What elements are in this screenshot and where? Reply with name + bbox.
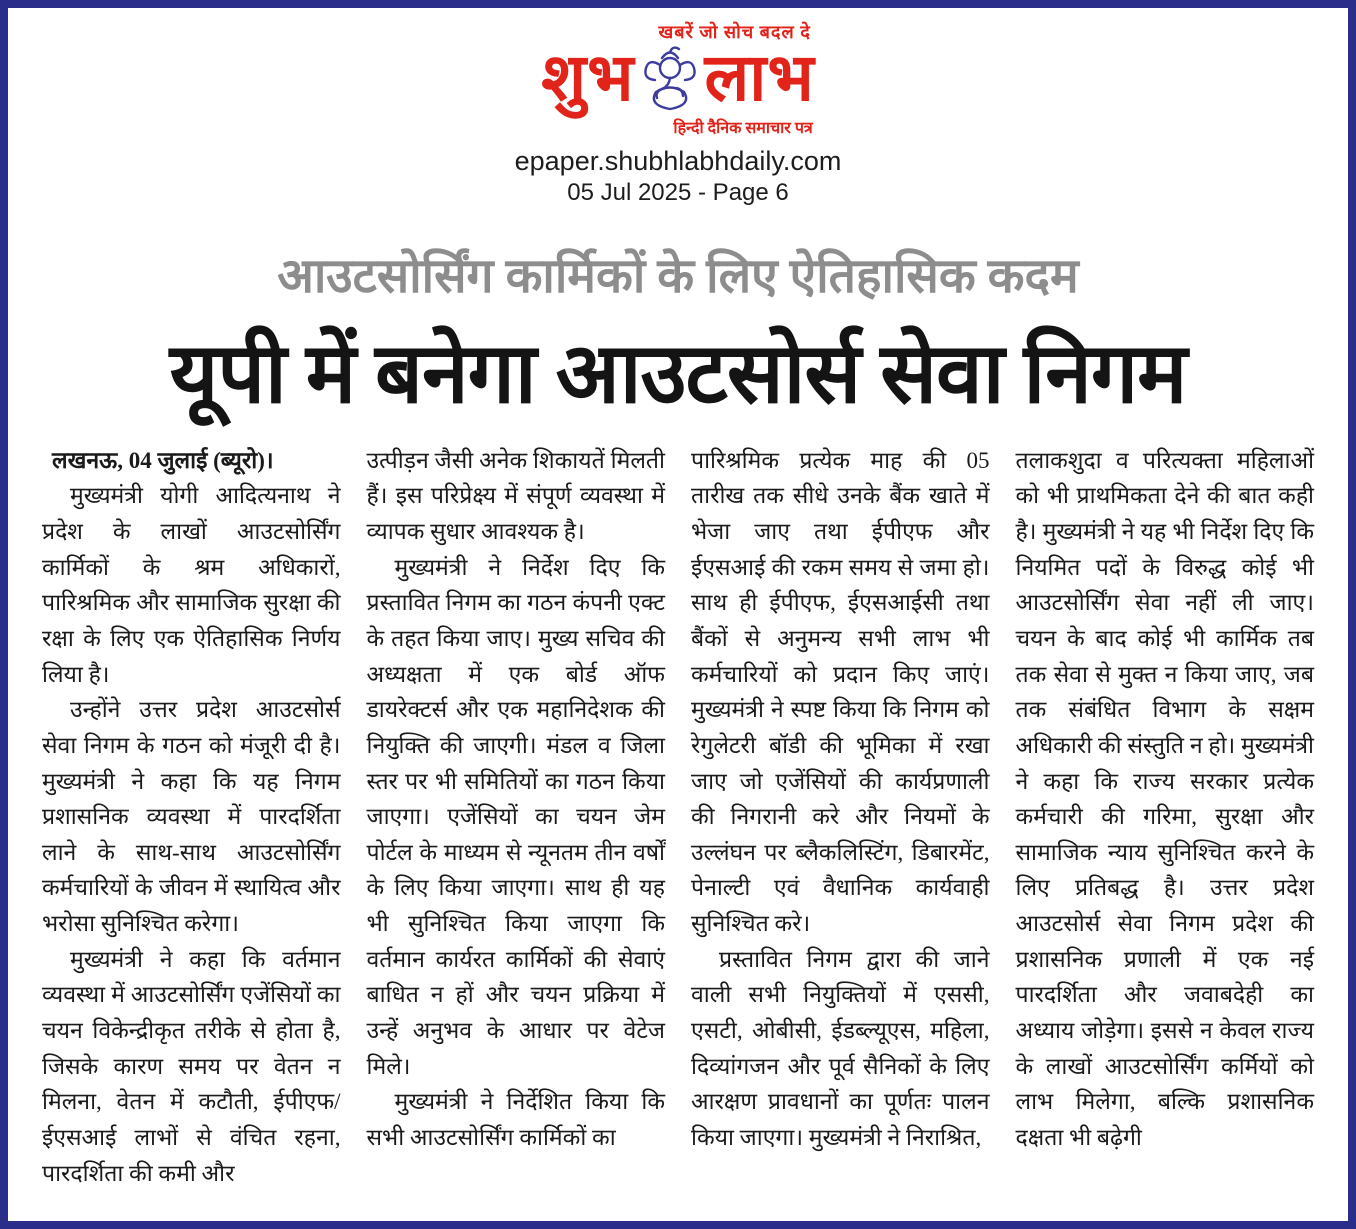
- epaper-url: epaper.shubhlabhdaily.com: [514, 146, 842, 176]
- masthead-tagline-top: खबरें जो सोच बदल दे: [658, 22, 811, 42]
- date-and-page: 05 Jul 2025 - Page 6: [567, 179, 789, 206]
- paragraph: प्रस्तावित निगम द्वारा की जाने वाली सभी नियुक्तियों में एससी, एसटी, ओबीसी, ईडब्ल्यूएस, महिला, दिव्यांगजन और पूर्व सैनिकों के लिए आरक्षण प्रावधानों का पूर्णतः पालन किया जाएगा। मुख्यमंत्री ने निराश्रित,: [691, 946, 990, 1150]
- main-headline: यूपी में बनेगा आउटसोर्स सेवा निगम: [169, 327, 1187, 421]
- logo-box: [541, 20, 815, 138]
- column-1: [42, 443, 341, 1191]
- paragraph: उन्होंने उत्तर प्रदेश आउटसोर्स सेवा निगम के गठन को मंजूरी दी है। मुख्यमंत्री ने कहा कि यह निगम प्रशासनिक व्यवस्था में पारदर्शिता लाने के साथ-साथ आउटसोर्सिंग कर्मचारियों के जीवन में स्थायित्व और भरोसा सुनिश्चित करेगा।: [42, 697, 341, 937]
- paragraph: मुख्यमंत्री योगी आदित्यनाथ ने प्रदेश के लाखों आउटसोर्सिंग कार्मिकों के श्रम अधिकारों, पारिश्रमिक और सामाजिक सुरक्षा की रक्षा के लिए एक ऐतिहासिक निर्णय लिया है।: [42, 483, 341, 687]
- paragraph: पारिश्रमिक प्रत्येक माह की 05 तारीख तक सीधे उनके बैंक खाते में भेजा जाए तथा ईपीएफ और ईएसआई की रकम समय से जमा हो। साथ ही ईपीएफ, ईएसआईसी तथा बैंकों से अनुमन्य सभी लाभ भी कर्मचारियों को प्रदान किए जाएं। मुख्यमंत्री ने स्पष्ट किया कि निगम को रेगुलेटरी बॉडी की भूमिका में रखा जाए जो एजेंसियों की कार्यप्रणाली की निगरानी करे और नियमों के उल्लंघन पर ब्लैकलिस्टिंग, डिबारमेंट, पेनाल्टी एवं वैधानिक कार्यवाही सुनिश्चित करे।: [691, 447, 990, 937]
- masthead-tagline-bottom: हिन्दी दैनिक समाचार पत्र: [673, 120, 813, 137]
- masthead: [42, 14, 1314, 207]
- logo-row: [541, 44, 815, 114]
- article: [42, 251, 1314, 1191]
- article-body: [42, 443, 1314, 1191]
- logo-word-labh: लाभ: [704, 42, 815, 115]
- column-2: [367, 443, 666, 1191]
- logo-word-shubh: शुभ: [541, 42, 635, 115]
- paragraph: तलाकशुदा व परित्यक्ता महिलाओं को भी प्राथमिकता देने की बात कही है। मुख्यमंत्री ने यह भी निर्देश दिए कि नियमित पदों के विरुद्ध कोई भी आउटसोर्सिंग सेवा नहीं ली जाए। चयन के बाद कोई भी कार्मिक तब तक सेवा से मुक्त न किया जाए, जब तक संबंधित विभाग के सक्षम अधिकारी की संस्तुति न हो। मुख्यमंत्री ने कहा कि राज्य सरकार प्रत्येक कर्मचारी की गरिमा, सुरक्षा और सामाजिक न्याय सुनिश्चित करने के लिए प्रतिबद्ध है। उत्तर प्रदेश आउटसोर्स सेवा निगम प्रदेश की प्रशासनिक प्रणाली में एक नई पारदर्शिता और जवाबदेही का अध्याय जोड़ेगा। इससे न केवल राज्य के लाखों आउटसोर्सिंग कर्मियों को लाभ मिलेगा, बल्कि प्रशासनिक दक्षता भी बढ़ेगी: [1015, 447, 1314, 1150]
- newspaper-page: [8, 8, 1348, 1221]
- ganesha-icon: [641, 44, 699, 114]
- paragraph: मुख्यमंत्री ने कहा कि वर्तमान व्यवस्था में आउटसोर्सिंग एजेंसियों का चयन विकेन्द्रीकृत तरीके से होता है, जिसके कारण समय पर वेतन न मिलना, वेतन में कटौती, ईपीएफ/ईएसआई लाभों से वंचित रहना, पारदर्शिता की कमी और: [42, 946, 341, 1186]
- paragraph: मुख्यमंत्री ने निर्देश दिए कि प्रस्तावित निगम का गठन कंपनी एक्ट के तहत किया जाए। मुख्य सचिव की अध्यक्षता में एक बोर्ड ऑफ डायरेक्टर्स और एक महानिदेशक की नियुक्ति की जाएगी। मंडल व जिला स्तर पर भी समितियों का गठन किया जाएगा। एजेंसियों का चयन जेम पोर्टल के माध्यम से न्यूनतम तीन वर्षों के लिए किया जाएगा। साथ ही यह भी सुनिश्चित किया जाएगा कि वर्तमान कार्यरत कार्मिकों की सेवाएं बाधित न हों और चयन प्रक्रिया में उन्हें अनुभव के आधार पर वेटेज मिले।: [366, 554, 665, 1079]
- dateline: लखनऊ, 04 जुलाई (ब्यूरो)।: [52, 447, 274, 473]
- paragraph: उत्पीड़न जैसी अनेक शिकायतें मिलती हैं। इस परिप्रेक्ष्य में संपूर्ण व्यवस्था में व्यापक सुधार आवश्यक है।: [366, 447, 665, 545]
- paragraph: मुख्यमंत्री ने निर्देशित किया कि सभी आउटसोर्सिंग कार्मिकों का: [366, 1089, 665, 1150]
- kicker-headline: आउटसोर्सिंग कार्मिकों के लिए ऐतिहासिक कदम: [277, 250, 1079, 303]
- column-4: [1016, 443, 1315, 1191]
- column-3: [691, 443, 990, 1191]
